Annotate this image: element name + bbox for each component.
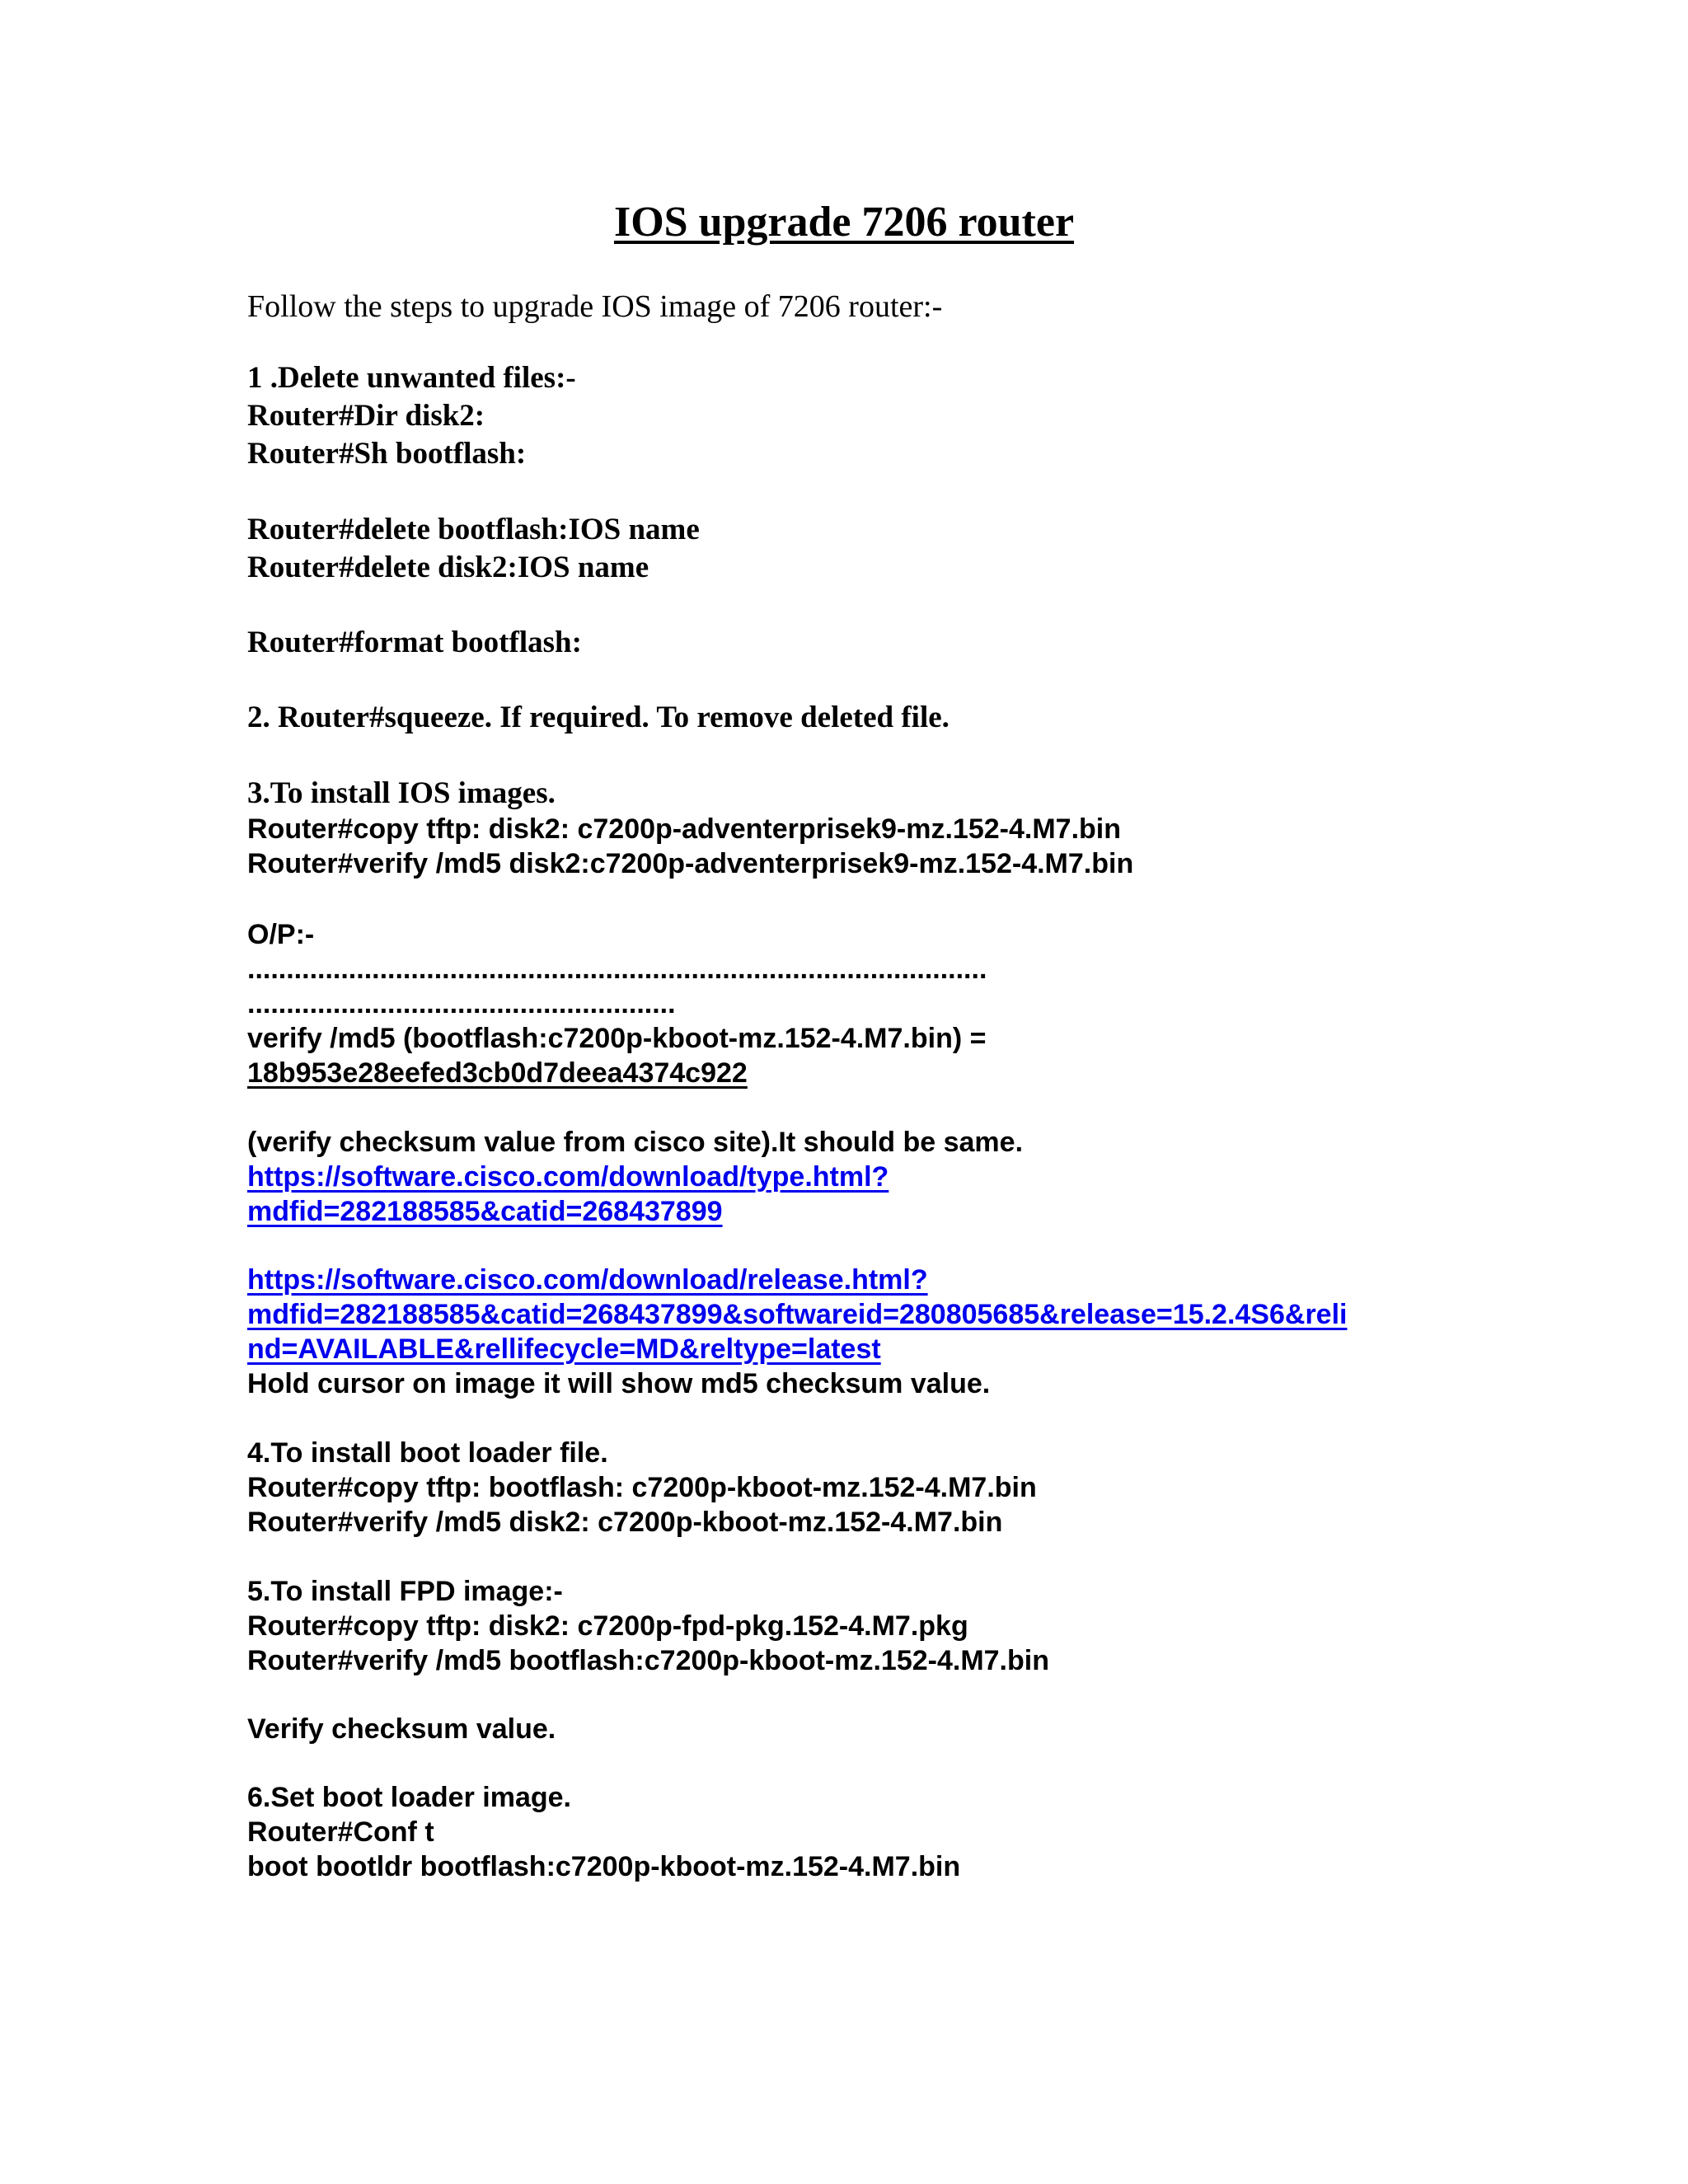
format-command-text: Router#format bootflash: [247,626,582,659]
delete-command: Router#delete bootflash:IOS name [247,513,700,546]
verify-checksum-block [247,1712,556,1746]
cisco-type-link[interactable] [247,1160,889,1229]
output-dots: ....................................................... [247,988,676,1019]
verify-note-block [247,1125,1023,1160]
output-label: O/P:- [247,919,315,950]
step1-delete-block [247,511,700,587]
delete-command: Router#delete disk2:IOS name [247,551,649,584]
step4-command: Router#verify /md5 disk2: c7200p-kboot-mz.152-4.M7.bin [247,1507,1003,1538]
verify-note: (verify checksum value from cisco site).It should be same. [247,1127,1024,1158]
cisco-type-link-line2[interactable]: mdfid=282188585&catid=268437899 [247,1196,723,1227]
format-command [247,624,582,662]
verify-checksum-text: Verify checksum value. [247,1713,556,1745]
step6-heading: 6.Set boot loader image. [247,1782,571,1813]
step6-command: boot bootldr bootflash:c7200p-kboot-mz.152-4.M7.bin [247,1851,961,1882]
step3-command: Router#copy tftp: disk2: c7200p-adventerprisek9-mz.152-4.M7.bin [247,813,1121,845]
step5-heading: 5.To install FPD image:- [247,1576,563,1607]
step4-block [247,1436,1037,1540]
step6-command: Router#Conf t [247,1816,434,1848]
step1-command: Router#Dir disk2: [247,399,485,433]
output-verify-line: verify /md5 (bootflash:c7200p-kboot-mz.152-4.M7.bin) = [247,1023,987,1054]
step1-block [247,359,576,473]
step5-command: Router#verify /md5 bootflash:c7200p-kboot-mz.152-4.M7.bin [247,1645,1049,1676]
cisco-release-link-line2[interactable]: mdfid=282188585&catid=268437899&softwareid=280805685&release=15.2.4S6&reli [247,1299,1348,1330]
step3-commands [247,812,1133,881]
step2-block [247,699,950,737]
step1-heading: 1 .Delete unwanted files:- [247,361,576,395]
cisco-release-link-line1[interactable]: https://software.cisco.com/download/release.html? [247,1264,928,1296]
intro-text: Follow the steps to upgrade IOS image of 7206 router:- [247,289,943,324]
output-checksum: 18b953e28eefed3cb0d7deea4374c922 [247,1057,748,1089]
cisco-type-link-line1[interactable]: https://software.cisco.com/download/type.html? [247,1161,889,1193]
step3-heading: 3.To install IOS images. [247,776,556,810]
step6-block [247,1780,960,1884]
step1-command: Router#Sh bootflash: [247,437,527,471]
hover-note-block [247,1366,990,1401]
step4-command: Router#copy tftp: bootflash: c7200p-kboot-mz.152-4.M7.bin [247,1472,1037,1503]
step4-heading: 4.To install boot loader file. [247,1437,608,1469]
output-dots: ............................................................................................... [247,954,987,985]
step3-heading-block [247,775,556,813]
hover-note: Hold cursor on image it will show md5 checksum value. [247,1368,991,1399]
step3-command: Router#verify /md5 disk2:c7200p-adventerprisek9-mz.152-4.M7.bin [247,848,1134,879]
step5-block [247,1574,1049,1678]
step2-line: 2. Router#squeeze. If required. To remove deleted file. [247,701,950,734]
step5-command: Router#copy tftp: disk2: c7200p-fpd-pkg.152-4.M7.pkg [247,1610,968,1642]
output-block [247,917,987,1090]
page-title: IOS upgrade 7206 router [613,199,1075,246]
cisco-release-link[interactable] [247,1263,1347,1366]
cisco-release-link-line3[interactable]: nd=AVAILABLE&rellifecycle=MD&reltype=latest [247,1333,881,1365]
